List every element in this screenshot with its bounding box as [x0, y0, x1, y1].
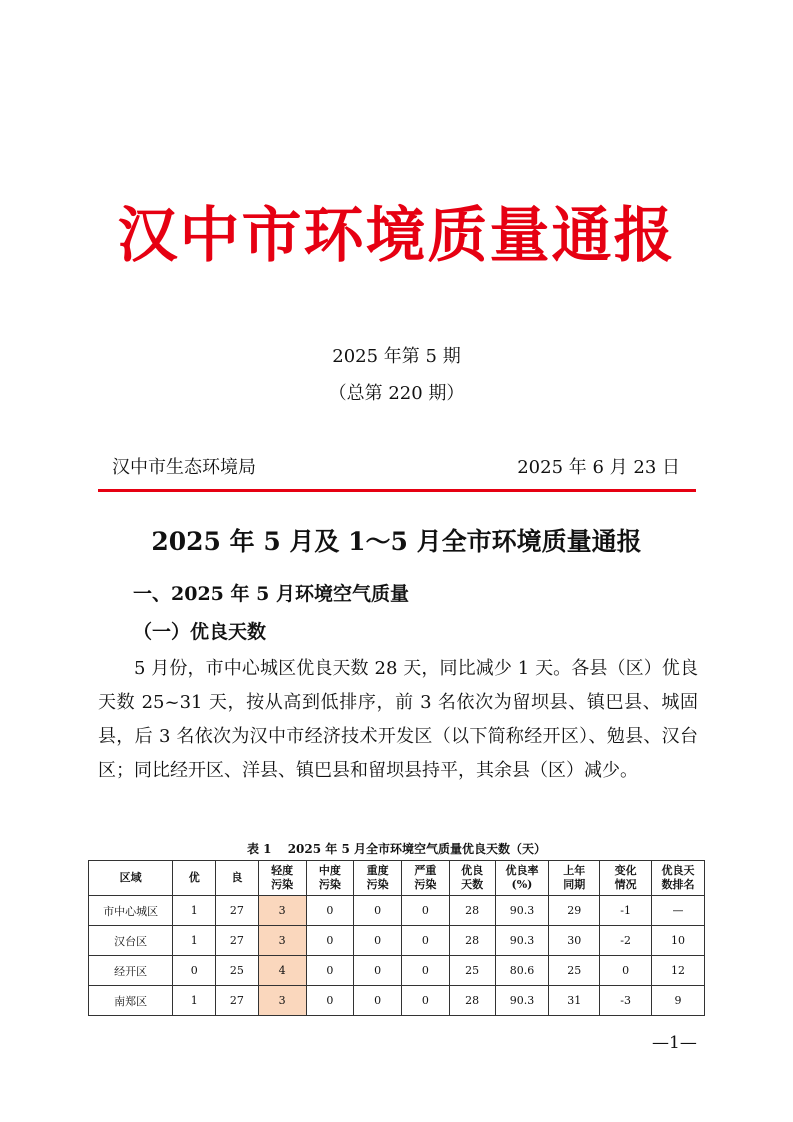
table-cell: 25: [549, 956, 600, 986]
table-cell: 31: [549, 986, 600, 1016]
table-header-cell: [89, 861, 173, 896]
table-row: [89, 896, 705, 926]
table-caption: 表 1 2025 年 5 月全市环境空气质量优良天数（天）: [247, 842, 546, 856]
table-cell: 0: [402, 956, 450, 986]
red-divider: [98, 489, 696, 492]
table-row: [89, 986, 705, 1016]
issue-number: 2025 年第 5 期: [332, 346, 461, 367]
table-cell: 3: [258, 986, 306, 1016]
table-header-cell: [549, 861, 600, 896]
table-cell: 0: [354, 956, 402, 986]
body-text: [98, 652, 698, 788]
table-cell: 0: [354, 926, 402, 956]
table-cell: -1: [600, 896, 652, 926]
table-cell: 0: [354, 896, 402, 926]
document-title: 2025 年 5 月及 1～5 月全市环境质量通报: [151, 527, 642, 556]
header-text-line: 情况: [614, 878, 637, 891]
header-text-line: 轻度: [271, 864, 294, 877]
table-cell: 28: [449, 986, 495, 1016]
table-header-cell: [306, 861, 354, 896]
subsection-heading: （一）优良天数: [133, 621, 267, 643]
section-heading: 一、2025 年 5 月环境空气质量: [133, 583, 409, 605]
table-cell: 0: [306, 986, 354, 1016]
table-body: [89, 896, 705, 1016]
header-text-line: 上年: [563, 864, 586, 877]
issue-date: 2025 年 6 月 23 日: [517, 457, 680, 478]
header-text-line: 污染: [271, 878, 294, 891]
issuer-row: [112, 456, 680, 480]
header-text-line: 区域: [119, 871, 142, 884]
table-cell: 90.3: [495, 926, 549, 956]
table-cell: 0: [402, 896, 450, 926]
table-cell: 0: [402, 986, 450, 1016]
table-cell: 0: [306, 956, 354, 986]
table-cell: 汉台区: [89, 926, 173, 956]
table-cell: 27: [216, 926, 259, 956]
good-days-table: [88, 860, 705, 1016]
table-cell: 25: [449, 956, 495, 986]
table-cell: 9: [652, 986, 705, 1016]
header-text-line: 污染: [318, 878, 341, 891]
header-text-line: 同期: [563, 878, 586, 891]
table-cell: 10: [652, 926, 705, 956]
table-cell: 27: [216, 986, 259, 1016]
table-header-cell: [258, 861, 306, 896]
table-header-cell: [216, 861, 259, 896]
header-text-line: (%): [511, 878, 533, 891]
table-cell: 0: [354, 986, 402, 1016]
table-cell: 25: [216, 956, 259, 986]
table-cell: 市中心城区: [89, 896, 173, 926]
header-text-line: 优良率: [505, 864, 539, 877]
table-header-cell: [495, 861, 549, 896]
table-header-cell: [354, 861, 402, 896]
table-cell: 0: [173, 956, 216, 986]
header-text-line: 污染: [414, 878, 437, 891]
table-header-cell: [173, 861, 216, 896]
header-text-line: 中度: [318, 864, 341, 877]
header-text-line: 变化: [614, 864, 637, 877]
header-text-line: 污染: [366, 878, 389, 891]
report-banner-title: 汉中市环境质量通报: [117, 201, 676, 271]
header-text-line: 优良天: [661, 864, 695, 877]
table-cell: 90.3: [495, 896, 549, 926]
header-text-line: 优: [188, 871, 200, 884]
table-header-cell: [600, 861, 652, 896]
table-cell: 0: [402, 926, 450, 956]
table-cell: 南郑区: [89, 986, 173, 1016]
table-cell: 0: [306, 896, 354, 926]
table-header-row: [89, 861, 705, 896]
header-text-line: 重度: [366, 864, 389, 877]
table-header-cell: [449, 861, 495, 896]
table-cell: 3: [258, 896, 306, 926]
table-row: [89, 956, 705, 986]
table-cell: 29: [549, 896, 600, 926]
table-header-cell: [402, 861, 450, 896]
table-cell: 80.6: [495, 956, 549, 986]
table-cell: 0: [306, 926, 354, 956]
table-cell: 经开区: [89, 956, 173, 986]
table-cell: 1: [173, 986, 216, 1016]
issuer-name: 汉中市生态环境局: [112, 457, 256, 478]
page-number: —1—: [652, 1033, 697, 1053]
table-cell: -3: [600, 986, 652, 1016]
table-cell: 0: [600, 956, 652, 986]
table-header-cell: [652, 861, 705, 896]
table-cell: 4: [258, 956, 306, 986]
header-text-line: 良: [231, 871, 243, 884]
header-text-line: 天数: [461, 878, 484, 891]
table-cell: 12: [652, 956, 705, 986]
header-text-line: 优良: [461, 864, 484, 877]
table-row: [89, 926, 705, 956]
table-cell: —: [652, 896, 705, 926]
table-cell: -2: [600, 926, 652, 956]
table-cell: 3: [258, 926, 306, 956]
table-cell: 30: [549, 926, 600, 956]
table-cell: 27: [216, 896, 259, 926]
table-cell: 1: [173, 926, 216, 956]
header-text-line: 数排名: [661, 878, 695, 891]
total-issue-number: （总第 220 期）: [328, 383, 465, 404]
table-cell: 28: [449, 926, 495, 956]
table-cell: 90.3: [495, 986, 549, 1016]
header-text-line: 严重: [414, 864, 437, 877]
paragraph: 5 月份，市中心城区优良天数 28 天，同比减少 1 天。各县（区）优良天数 25~31 天，按从高到低排序，前 3 名依次为留坝县、镇巴县、城固县，后 3 名依次为汉中市经济技术开发区（以下简称经开区）、勉县、汉台区；同比经开区、洋县、镇巴县和留坝县持平，其余县（区）减少。: [98, 658, 698, 781]
table-cell: 28: [449, 896, 495, 926]
table-cell: 1: [173, 896, 216, 926]
